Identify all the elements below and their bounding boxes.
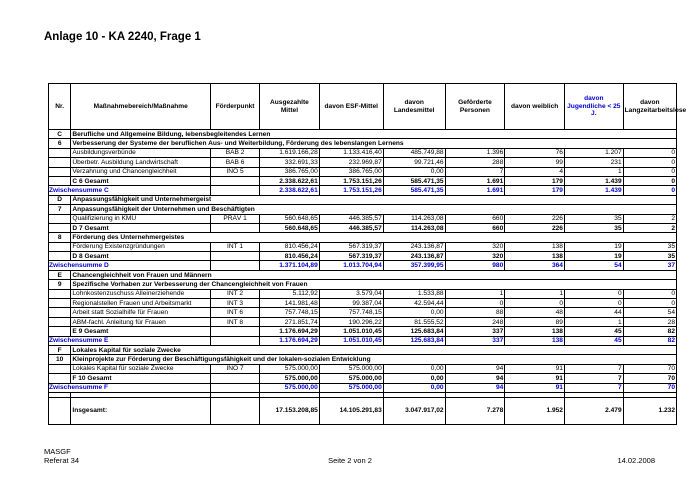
- row-label: Verzahnung und Chancengleichheit: [71, 167, 211, 176]
- row-label: D 8 Gesamt: [71, 252, 211, 261]
- row-landes: 0,00: [383, 364, 445, 373]
- row-landes: 125.683,84: [383, 336, 445, 345]
- row-label: Lohnkostenzuschuss Alleinerziehende: [71, 289, 211, 298]
- row-landes: 114.263,08: [383, 214, 445, 223]
- section-row: [49, 280, 677, 289]
- row-esf: 1.051.010,45: [319, 327, 383, 336]
- row-ausgezahlt: 332.691,33: [260, 158, 320, 167]
- total-esf: 14.105.291,83: [319, 397, 383, 424]
- row-ausgezahlt: 1.619.166,28: [260, 148, 320, 157]
- section-row: [49, 130, 677, 139]
- row-esf: 575.000,00: [319, 383, 383, 392]
- row-personen: 980: [445, 261, 505, 270]
- gesamt-row: [49, 327, 677, 336]
- row-landes: 485.749,88: [383, 148, 445, 157]
- row-foerderpunkt: INT 8: [211, 317, 260, 326]
- row-weiblich: 138: [505, 242, 565, 251]
- row-esf: 1.753.151,26: [319, 176, 383, 185]
- header-row: [49, 84, 677, 130]
- row-langzeit: 37: [623, 261, 676, 270]
- row-langzeit: 35: [623, 252, 676, 261]
- section-label: Kleinprojekte zur Förderung der Beschäftigungsfähigkeit und der lokalen-sozialen Entwicklung: [71, 355, 677, 364]
- row-landes: 0,00: [383, 383, 445, 392]
- gesamt-row: [49, 252, 677, 261]
- table-row: [49, 317, 677, 326]
- table-row: [49, 158, 677, 167]
- row-foerderpunkt: [211, 374, 260, 383]
- row-jugendliche: 1.207: [564, 148, 623, 157]
- total-landes: 3.047.917,02: [383, 397, 445, 424]
- row-ausgezahlt: 271.851,74: [260, 317, 320, 326]
- row-weiblich: 91: [505, 364, 565, 373]
- row-weiblich: 138: [505, 327, 565, 336]
- table-row: [49, 167, 677, 176]
- row-langzeit: 0: [623, 158, 676, 167]
- row-esf: 567.319,37: [319, 242, 383, 251]
- gesamt-row: [49, 223, 677, 232]
- row-esf: 1.133.416,40: [319, 148, 383, 157]
- row-weiblich: 138: [505, 252, 565, 261]
- row-esf: 386.765,00: [319, 167, 383, 176]
- row-label: Zwischensumme E: [49, 336, 211, 345]
- row-nr: [49, 289, 71, 298]
- row-weiblich: 226: [505, 214, 565, 223]
- table-row: [49, 364, 677, 373]
- header-jugendliche: davon Jugendliche < 25 J.: [564, 84, 623, 130]
- row-esf: 1.051.010,45: [319, 336, 383, 345]
- row-weiblich: 99: [505, 158, 565, 167]
- table-row: [49, 289, 677, 298]
- row-jugendliche: 19: [564, 252, 623, 261]
- total-nr: [49, 397, 71, 424]
- row-jugendliche: 7: [564, 374, 623, 383]
- gesamt-row: [49, 176, 677, 185]
- header-name: Maßnahmebereich/Maßnahme: [71, 84, 211, 130]
- row-landes: 81.555,52: [383, 317, 445, 326]
- row-jugendliche: 19: [564, 242, 623, 251]
- row-ausgezahlt: 141.981,48: [260, 299, 320, 308]
- row-foerderpunkt: BAB 6: [211, 158, 260, 167]
- row-foerderpunkt: INO 7: [211, 364, 260, 373]
- row-ausgezahlt: 757.748,15: [260, 308, 320, 317]
- total-foerderpunkt: [211, 397, 260, 424]
- total-langzeit: 1.232: [623, 397, 676, 424]
- section-label: Anpassungsfähigkeit und Unternehmergeist: [71, 195, 677, 204]
- row-jugendliche: 1.439: [564, 186, 623, 195]
- header-nr: Nr.: [49, 84, 71, 130]
- row-jugendliche: 0: [564, 289, 623, 298]
- section-nr: E: [49, 270, 71, 279]
- row-nr: [49, 148, 71, 157]
- total-personen: 7.278: [445, 397, 505, 424]
- row-ausgezahlt: 575.000,00: [260, 364, 320, 373]
- row-foerderpunkt: [211, 252, 260, 261]
- section-nr: D: [49, 195, 71, 204]
- row-label: Ausbildungsverbünde: [71, 148, 211, 157]
- row-esf: 757.748,15: [319, 308, 383, 317]
- row-personen: 1.396: [445, 148, 505, 157]
- row-landes: 357.399,95: [383, 261, 445, 270]
- row-weiblich: 4: [505, 167, 565, 176]
- row-ausgezahlt: 386.765,00: [260, 167, 320, 176]
- row-label: Zwischensumme F: [49, 383, 211, 392]
- row-langzeit: 0: [623, 176, 676, 185]
- row-ausgezahlt: 5.112,92: [260, 289, 320, 298]
- section-nr: 7: [49, 205, 71, 214]
- row-jugendliche: 231: [564, 158, 623, 167]
- row-label: Regionalstellen Frauen und Arbeitsmarkt: [71, 299, 211, 308]
- row-foerderpunkt: INO 5: [211, 167, 260, 176]
- row-jugendliche: 7: [564, 364, 623, 373]
- row-langzeit: 54: [623, 308, 676, 317]
- row-label: Überbetr. Ausbildung Landwirtschaft: [71, 158, 211, 167]
- section-row: [49, 355, 677, 364]
- section-label: Verbesserung der Systeme der beruflichen Aus- und Weiterbildung, Förderung des lebenslangen Lernens: [71, 139, 677, 148]
- row-langzeit: 2: [623, 214, 676, 223]
- table-row: [49, 214, 677, 223]
- row-jugendliche: 35: [564, 214, 623, 223]
- section-nr: 9: [49, 280, 71, 289]
- table-row: [49, 242, 677, 251]
- row-weiblich: 179: [505, 176, 565, 185]
- row-weiblich: 179: [505, 186, 565, 195]
- row-nr: [49, 158, 71, 167]
- row-landes: 243.136,87: [383, 252, 445, 261]
- row-esf: 190.296,22: [319, 317, 383, 326]
- row-label: C 6 Gesamt: [71, 176, 211, 185]
- row-esf: 575.000,00: [319, 364, 383, 373]
- header-foerderpunkt: Förderpunkt: [211, 84, 260, 130]
- row-landes: 0,00: [383, 308, 445, 317]
- row-personen: 660: [445, 214, 505, 223]
- row-foerderpunkt: INT 6: [211, 308, 260, 317]
- row-ausgezahlt: 810.456,24: [260, 242, 320, 251]
- row-jugendliche: 1: [564, 317, 623, 326]
- footer-org-line1: MASGF: [44, 447, 71, 456]
- row-nr: [49, 214, 71, 223]
- row-esf: 232.969,87: [319, 158, 383, 167]
- row-personen: 660: [445, 223, 505, 232]
- footer-date: 14.02.2008: [617, 456, 655, 465]
- row-weiblich: 0: [505, 299, 565, 308]
- row-landes: 1.533,88: [383, 289, 445, 298]
- row-jugendliche: 44: [564, 308, 623, 317]
- total-label: Insgesamt:: [71, 397, 211, 424]
- header-esf: davon ESF-Mittel: [319, 84, 383, 130]
- row-personen: 94: [445, 374, 505, 383]
- row-jugendliche: 35: [564, 223, 623, 232]
- row-landes: 114.263,08: [383, 223, 445, 232]
- row-langzeit: 0: [623, 148, 676, 157]
- header-langzeit: davon Langzeitarbeitslose: [623, 84, 676, 130]
- row-personen: 337: [445, 336, 505, 345]
- total-ausgezahlt: 17.153.208,85: [260, 397, 320, 424]
- row-esf: 1.753.151,26: [319, 186, 383, 195]
- row-esf: 1.013.704,94: [319, 261, 383, 270]
- section-row: [49, 195, 677, 204]
- row-label: Zwischensumme D: [49, 261, 211, 270]
- row-langzeit: 0: [623, 289, 676, 298]
- row-personen: 320: [445, 242, 505, 251]
- row-foerderpunkt: INT 2: [211, 289, 260, 298]
- section-nr: 8: [49, 233, 71, 242]
- section-label: Förderung des Unternehmergeistes: [71, 233, 677, 242]
- table-row: [49, 308, 677, 317]
- total-jugend: 2.479: [564, 397, 623, 424]
- row-langzeit: 28: [623, 317, 676, 326]
- zwischensumme-row: [49, 383, 677, 392]
- row-ausgezahlt: 1.371.104,89: [260, 261, 320, 270]
- row-label: D 7 Gesamt: [71, 223, 211, 232]
- row-nr: [49, 252, 71, 261]
- section-label: Lokales Kapital für soziale Zwecke: [71, 345, 677, 354]
- row-esf: 3.579,04: [319, 289, 383, 298]
- footer-page: Seite 2 von 2: [328, 456, 372, 465]
- row-ausgezahlt: 810.456,24: [260, 252, 320, 261]
- table-body: [49, 130, 677, 425]
- row-weiblich: 89: [505, 317, 565, 326]
- row-langzeit: 35: [623, 242, 676, 251]
- section-label: Anpassungsfähigkeit der Unternehmen und Beschäftigten: [71, 205, 677, 214]
- section-row: [49, 345, 677, 354]
- row-landes: 125.683,84: [383, 327, 445, 336]
- header-landes: davon Landesmittel: [383, 84, 445, 130]
- row-label: F 10 Gesamt: [71, 374, 211, 383]
- row-weiblich: 91: [505, 383, 565, 392]
- row-weiblich: 48: [505, 308, 565, 317]
- section-row: [49, 139, 677, 148]
- section-nr: 6: [49, 139, 71, 148]
- page-title: Anlage 10 - KA 2240, Frage 1: [44, 31, 201, 43]
- row-esf: 446.385,57: [319, 223, 383, 232]
- row-langzeit: 82: [623, 327, 676, 336]
- section-label: Chancengleichheit von Frauen und Männern: [71, 270, 677, 279]
- row-label: Förderung Existenzgründungen: [71, 242, 211, 251]
- row-ausgezahlt: 1.176.694,29: [260, 336, 320, 345]
- row-personen: 1.691: [445, 176, 505, 185]
- row-personen: 94: [445, 364, 505, 373]
- row-ausgezahlt: 1.176.694,29: [260, 327, 320, 336]
- row-personen: 320: [445, 252, 505, 261]
- row-foerderpunkt: [211, 186, 260, 195]
- row-personen: 7: [445, 167, 505, 176]
- header-weiblich: davon weiblich: [505, 84, 565, 130]
- row-weiblich: 1: [505, 289, 565, 298]
- row-label: Lokales Kapital für soziale Zwecke: [71, 364, 211, 373]
- row-esf: 567.319,37: [319, 252, 383, 261]
- row-foerderpunkt: BAB 2: [211, 148, 260, 157]
- section-nr: C: [49, 130, 71, 139]
- row-langzeit: 70: [623, 364, 676, 373]
- row-nr: [49, 364, 71, 373]
- row-foerderpunkt: [211, 336, 260, 345]
- row-nr: [49, 176, 71, 185]
- row-weiblich: 91: [505, 374, 565, 383]
- section-row: [49, 233, 677, 242]
- row-personen: 0: [445, 299, 505, 308]
- row-jugendliche: 45: [564, 327, 623, 336]
- row-nr: [49, 242, 71, 251]
- total-weiblich: 1.952: [505, 397, 565, 424]
- header-personen: Geförderte Personen: [445, 84, 505, 130]
- gesamt-row: [49, 374, 677, 383]
- row-label: ABM-fachl. Anleitung für Frauen: [71, 317, 211, 326]
- row-landes: 42.594,44: [383, 299, 445, 308]
- zwischensumme-row: [49, 186, 677, 195]
- row-langzeit: 0: [623, 186, 676, 195]
- row-foerderpunkt: [211, 261, 260, 270]
- section-nr: 10: [49, 355, 71, 364]
- row-ausgezahlt: 560.648,65: [260, 223, 320, 232]
- row-langzeit: 2: [623, 223, 676, 232]
- row-personen: 248: [445, 317, 505, 326]
- row-foerderpunkt: PRÄV 1: [211, 214, 260, 223]
- row-jugendliche: 54: [564, 261, 623, 270]
- header-ausgezahlt: Ausgezahlte Mittel: [260, 84, 320, 130]
- row-foerderpunkt: [211, 383, 260, 392]
- row-langzeit: 70: [623, 383, 676, 392]
- zwischensumme-row: [49, 261, 677, 270]
- row-esf: 99.387,04: [319, 299, 383, 308]
- row-personen: 288: [445, 158, 505, 167]
- row-ausgezahlt: 560.648,65: [260, 214, 320, 223]
- section-row: [49, 205, 677, 214]
- row-landes: 585.471,35: [383, 176, 445, 185]
- footer-org-line2: Referat 34: [44, 456, 80, 465]
- row-esf: 446.385,57: [319, 214, 383, 223]
- row-langzeit: 82: [623, 336, 676, 345]
- row-nr: [49, 317, 71, 326]
- row-langzeit: 0: [623, 299, 676, 308]
- row-label: E 9 Gesamt: [71, 327, 211, 336]
- funding-table: [48, 83, 687, 425]
- row-weiblich: 364: [505, 261, 565, 270]
- row-foerderpunkt: INT 1: [211, 242, 260, 251]
- row-landes: 0,00: [383, 374, 445, 383]
- total-row: [49, 397, 677, 424]
- row-esf: 575.000,00: [319, 374, 383, 383]
- row-personen: 88: [445, 308, 505, 317]
- row-nr: [49, 374, 71, 383]
- section-label: Spezifische Vorhaben zur Verbesserung der Chancengleichheit von Frauen: [71, 280, 677, 289]
- section-row: [49, 270, 677, 279]
- row-personen: 94: [445, 383, 505, 392]
- row-ausgezahlt: 2.338.622,61: [260, 186, 320, 195]
- row-landes: 243.136,87: [383, 242, 445, 251]
- row-landes: 99.721,46: [383, 158, 445, 167]
- table-row: [49, 299, 677, 308]
- row-weiblich: 226: [505, 223, 565, 232]
- row-jugendliche: 1.439: [564, 176, 623, 185]
- row-ausgezahlt: 2.338.622,61: [260, 176, 320, 185]
- row-ausgezahlt: 575.000,00: [260, 374, 320, 383]
- row-foerderpunkt: INT 3: [211, 299, 260, 308]
- row-label: Zwischensumme C: [49, 186, 211, 195]
- row-nr: [49, 308, 71, 317]
- row-jugendliche: 7: [564, 383, 623, 392]
- row-label: Arbeit statt Sozialhilfe für Frauen: [71, 308, 211, 317]
- row-landes: 0,00: [383, 167, 445, 176]
- row-landes: 585.471,35: [383, 186, 445, 195]
- zwischensumme-row: [49, 336, 677, 345]
- row-foerderpunkt: [211, 176, 260, 185]
- row-nr: [49, 167, 71, 176]
- section-nr: F: [49, 345, 71, 354]
- row-weiblich: 138: [505, 336, 565, 345]
- row-weiblich: 76: [505, 148, 565, 157]
- row-nr: [49, 223, 71, 232]
- row-langzeit: 0: [623, 167, 676, 176]
- row-jugendliche: 0: [564, 299, 623, 308]
- row-label: Qualifizierung in KMU: [71, 214, 211, 223]
- row-personen: 337: [445, 327, 505, 336]
- section-label: Berufliche und Allgemeine Bildung, lebensbegleitendes Lernen: [71, 130, 677, 139]
- row-jugendliche: 45: [564, 336, 623, 345]
- row-personen: 1: [445, 289, 505, 298]
- row-ausgezahlt: 575.000,00: [260, 383, 320, 392]
- row-nr: [49, 327, 71, 336]
- row-jugendliche: 1: [564, 167, 623, 176]
- row-personen: 1.691: [445, 186, 505, 195]
- row-langzeit: 70: [623, 374, 676, 383]
- row-foerderpunkt: [211, 327, 260, 336]
- table-row: [49, 148, 677, 157]
- row-nr: [49, 299, 71, 308]
- row-foerderpunkt: [211, 223, 260, 232]
